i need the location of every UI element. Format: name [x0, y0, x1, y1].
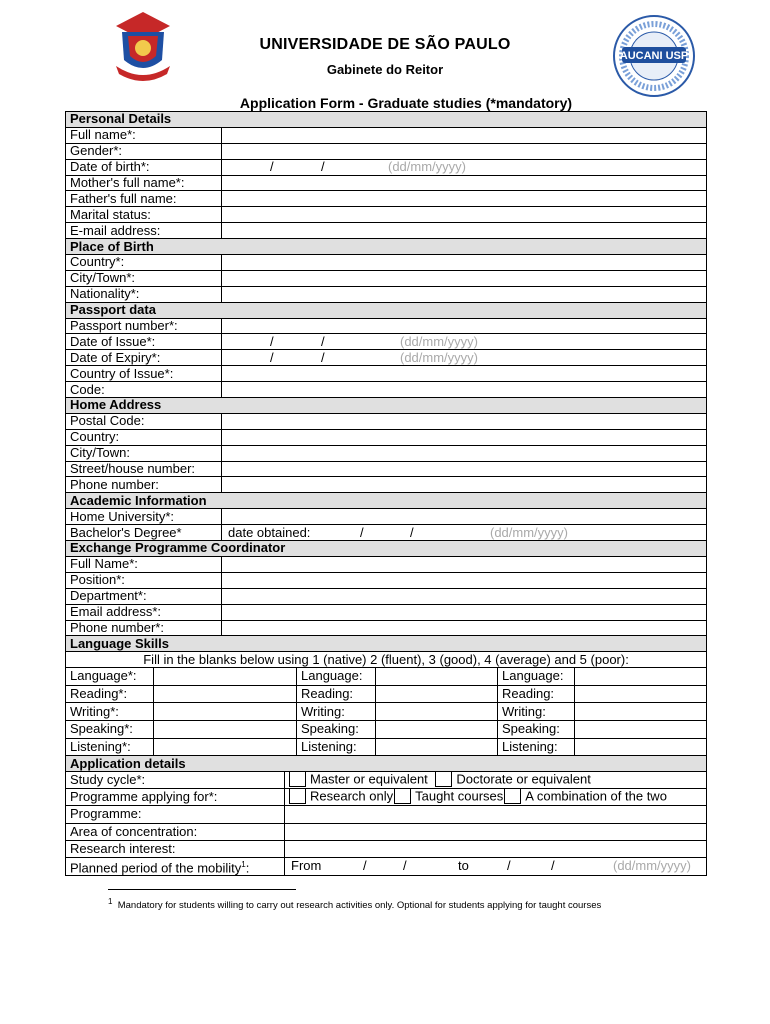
coordinator-phone-label: Phone number*:	[66, 620, 222, 636]
date-format-hint: (dd/mm/yyyy)	[400, 349, 478, 365]
coordinator-phone-field[interactable]	[222, 620, 707, 636]
writing-field[interactable]	[575, 703, 707, 721]
date-format-hint: (dd/mm/yyyy)	[613, 858, 691, 874]
passport-code-label: Code:	[66, 382, 222, 398]
date-obtained-label: date obtained:	[228, 524, 311, 540]
aucani-usp-logo	[612, 14, 696, 98]
listening-field[interactable]	[154, 738, 297, 756]
aucani-logo-text: AUCANI USP	[619, 50, 689, 62]
street-label: Street/house number:	[66, 461, 222, 477]
footnote-text: Mandatory for students willing to carry out research activities only. Optional for students applying for taught courses	[117, 900, 602, 912]
birth-country-field[interactable]	[222, 255, 707, 271]
postal-code-field[interactable]	[222, 413, 707, 429]
writing-field[interactable]	[376, 703, 498, 721]
coordinator-position-field[interactable]	[222, 572, 707, 588]
study-cycle-label: Study cycle*:	[66, 772, 285, 789]
taught-courses-label: Taught courses	[415, 788, 504, 804]
coordinator-department-label: Department*:	[66, 588, 222, 604]
language-field[interactable]	[154, 668, 297, 686]
area-label: Area of concentration:	[66, 823, 285, 840]
section-personal-details: Personal Details	[66, 112, 707, 128]
speaking-field[interactable]	[575, 720, 707, 738]
home-phone-field[interactable]	[222, 477, 707, 493]
area-field[interactable]	[285, 823, 707, 840]
writing-label: Writing:	[498, 703, 575, 721]
footnote-divider	[108, 889, 296, 890]
expiry-date-label: Date of Expiry*:	[66, 350, 222, 366]
date-sep: /	[551, 858, 555, 874]
footnote-ref: 1	[241, 859, 246, 869]
master-checkbox[interactable]	[289, 772, 306, 788]
dob-field[interactable]	[222, 159, 707, 175]
birth-city-label: City/Town*:	[66, 270, 222, 286]
home-phone-label: Phone number:	[66, 477, 222, 493]
footnote	[108, 897, 601, 911]
reading-label: Reading*:	[66, 685, 154, 703]
date-sep: /	[403, 858, 407, 874]
birth-city-field[interactable]	[222, 270, 707, 286]
research-only-label: Research only	[310, 788, 394, 804]
university-name: UNIVERSIDADE DE SÃO PAULO	[259, 36, 511, 53]
planned-period-label: Planned period of the mobility$^1$:	[66, 857, 285, 875]
date-sep: /	[507, 858, 511, 874]
programme-field[interactable]	[285, 806, 707, 824]
full-name-field[interactable]	[222, 127, 707, 143]
research-interest-label: Research interest:	[66, 840, 285, 857]
from-label: From	[291, 858, 322, 874]
office-name: Gabinete do Reitor	[326, 62, 444, 77]
research-only-checkbox[interactable]	[289, 789, 306, 805]
reading-label: Reading:	[498, 685, 575, 703]
bachelor-date-field[interactable]	[222, 525, 707, 541]
date-sep: /	[410, 524, 414, 540]
date-sep: /	[360, 524, 364, 540]
expiry-date-field[interactable]	[222, 350, 707, 366]
combination-checkbox[interactable]	[504, 789, 521, 805]
nationality-field[interactable]	[222, 286, 707, 302]
marital-status-field[interactable]	[222, 207, 707, 223]
father-name-field[interactable]	[222, 191, 707, 207]
listening-label: Listening:	[297, 738, 376, 756]
email-field[interactable]	[222, 223, 707, 239]
doctorate-option-label: Doctorate or equivalent	[456, 771, 591, 787]
form-title: Application Form - Graduate studies (*mandatory)	[239, 95, 573, 111]
research-interest-field[interactable]	[285, 840, 707, 857]
language-label: Language:	[498, 668, 575, 686]
father-name-label: Father's full name:	[66, 191, 222, 207]
taught-courses-checkbox[interactable]	[394, 789, 411, 805]
writing-label: Writing:	[297, 703, 376, 721]
listening-field[interactable]	[376, 738, 498, 756]
language-instructions: Fill in the blanks below using 1 (native) 2 (fluent), 3 (good), 4 (average) and 5 (poor):	[66, 652, 707, 668]
writing-label: Writing*:	[66, 703, 154, 721]
language-label: Language*:	[66, 668, 154, 686]
application-form	[65, 111, 706, 876]
birth-country-label: Country*:	[66, 255, 222, 271]
programme-for-options	[285, 789, 707, 806]
coordinator-name-label: Full Name*:	[66, 556, 222, 572]
passport-number-field[interactable]	[222, 318, 707, 334]
date-sep: /	[321, 333, 325, 349]
reading-field[interactable]	[376, 685, 498, 703]
issue-country-label: Country of Issue*:	[66, 366, 222, 382]
section-exchange-coordinator: Exchange Programme Coordinator	[66, 541, 707, 557]
date-sep: /	[321, 159, 325, 175]
dob-label: Date of birth*:	[66, 159, 222, 175]
bachelor-label: Bachelor's Degree*	[66, 525, 222, 541]
programme-for-label: Programme applying for*:	[66, 789, 285, 806]
section-home-address: Home Address	[66, 398, 707, 414]
gender-label: Gender*:	[66, 143, 222, 159]
section-academic-information: Academic Information	[66, 493, 707, 509]
passport-code-field[interactable]	[222, 382, 707, 398]
email-label: E-mail address:	[66, 223, 222, 239]
home-city-label: City/Town:	[66, 445, 222, 461]
study-cycle-options	[285, 772, 707, 789]
date-format-hint: (dd/mm/yyyy)	[490, 524, 568, 540]
writing-field[interactable]	[154, 703, 297, 721]
listening-label: Listening*:	[66, 738, 154, 756]
date-sep: /	[270, 333, 274, 349]
reading-field[interactable]	[575, 685, 707, 703]
issue-date-field[interactable]	[222, 334, 707, 350]
footnote-mark: 1	[108, 897, 113, 906]
coordinator-name-field[interactable]	[222, 556, 707, 572]
coordinator-department-field[interactable]	[222, 588, 707, 604]
coordinator-email-field[interactable]	[222, 604, 707, 620]
coordinator-position-label: Position*:	[66, 572, 222, 588]
date-sep: /	[270, 159, 274, 175]
issue-date-label: Date of Issue*:	[66, 334, 222, 350]
passport-number-label: Passport number*:	[66, 318, 222, 334]
postal-code-label: Postal Code:	[66, 413, 222, 429]
combination-label: A combination of the two	[525, 788, 667, 804]
section-application-details: Application details	[66, 756, 707, 772]
speaking-label: Speaking:	[498, 720, 575, 738]
home-university-label: Home University*:	[66, 509, 222, 525]
issue-country-field[interactable]	[222, 366, 707, 382]
listening-field[interactable]	[575, 738, 707, 756]
gender-field[interactable]	[222, 143, 707, 159]
language-field[interactable]	[575, 668, 707, 686]
date-sep: /	[270, 349, 274, 365]
listening-label: Listening:	[498, 738, 575, 756]
master-option-label: Master or equivalent	[310, 771, 428, 787]
coordinator-email-label: Email address*:	[66, 604, 222, 620]
language-label: Language:	[297, 668, 376, 686]
street-field[interactable]	[222, 461, 707, 477]
section-language-skills: Language Skills	[66, 636, 707, 652]
date-sep: /	[321, 349, 325, 365]
reading-label: Reading:	[297, 685, 376, 703]
reading-field[interactable]	[154, 685, 297, 703]
marital-status-label: Marital status:	[66, 207, 222, 223]
date-format-hint: (dd/mm/yyyy)	[400, 333, 478, 349]
nationality-label: Nationality*:	[66, 286, 222, 302]
home-city-field[interactable]	[222, 445, 707, 461]
home-university-field[interactable]	[222, 509, 707, 525]
section-passport-data: Passport data	[66, 302, 707, 318]
home-country-label: Country:	[66, 429, 222, 445]
planned-period-field[interactable]	[285, 857, 707, 875]
planned-period-text: Planned period of the mobility	[70, 859, 242, 875]
home-country-field[interactable]	[222, 429, 707, 445]
mother-name-label: Mother's full name*:	[66, 175, 222, 191]
doctorate-checkbox[interactable]	[435, 772, 452, 788]
date-format-hint: (dd/mm/yyyy)	[388, 159, 466, 175]
to-label: to	[458, 858, 469, 874]
section-place-of-birth: Place of Birth	[66, 239, 707, 255]
speaking-label: Speaking:	[297, 720, 376, 738]
date-sep: /	[363, 858, 367, 874]
full-name-label: Full name*:	[66, 127, 222, 143]
speaking-field[interactable]	[154, 720, 297, 738]
speaking-label: Speaking*:	[66, 720, 154, 738]
language-field[interactable]	[376, 668, 498, 686]
programme-label: Programme:	[66, 806, 285, 824]
speaking-field[interactable]	[376, 720, 498, 738]
mother-name-field[interactable]	[222, 175, 707, 191]
